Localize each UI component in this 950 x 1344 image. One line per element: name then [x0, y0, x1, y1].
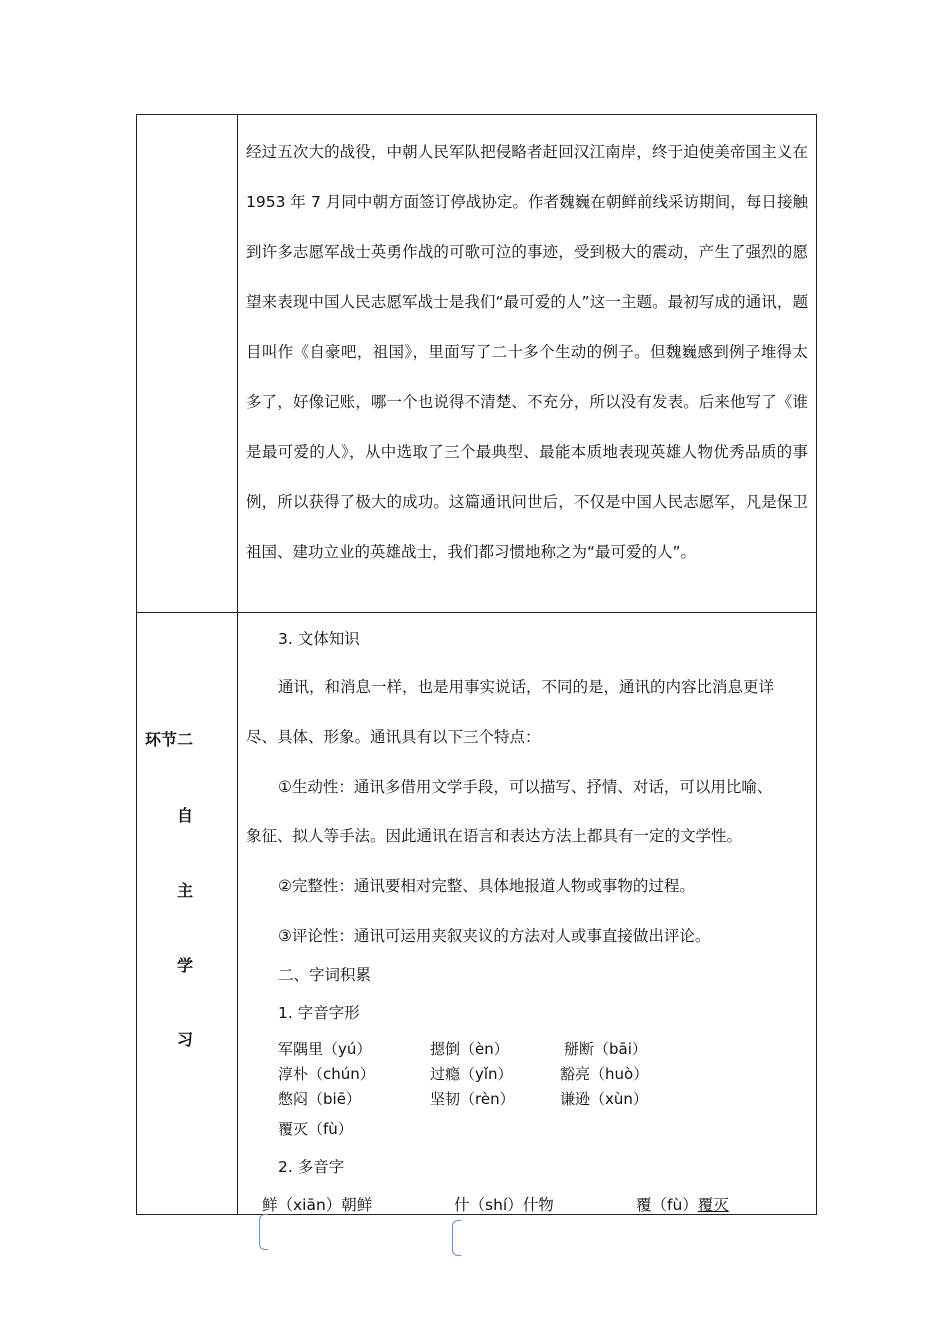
- word-item: 摁倒（èn）: [430, 1040, 509, 1058]
- polyphone-heading: 2. 多音字: [278, 1158, 345, 1176]
- feature-commentary: ③评论性：通讯可运用夹叙夹议的方法对人或事直接做出评论。: [278, 927, 711, 945]
- lesson-table: [136, 114, 817, 1215]
- polyphone-item: 什（shí）什物: [454, 1196, 554, 1214]
- word-item: 覆灭（fù）: [278, 1120, 353, 1138]
- background-paragraph: 经过五次大的战役，中朝人民军队把侵略者赶回汉江南岸，终于迫使美帝国主义在 1953 年 7 月同中朝方面签订停战协定。作者魏巍在朝鲜前线采访期间，每日接触到许多志愿军战士英勇作战的可歌可泣的事迹，受到极大的震动，产生了强烈的愿望来表现中国人民志愿军战士是我们“最可爱的人”这一主题。最初写成的通讯，题目叫作《自豪吧，祖国》，里面写了二十多个生动的例子。但魏巍感到例子堆得太多了，好像记账，哪一个也说得不清楚、不充分，所以没有发表。后来他写了《谁是最可爱的人》，从中选取了三个最典型、最能本质地表现英雄人物优秀品质的事例，所以获得了极大的成功。这篇通讯问世后，不仅是中国人民志愿军，凡是保卫祖国、建功立业的英雄战士，我们都习惯地称之为“最可爱的人”。: [246, 143, 808, 561]
- polyphone-word: 覆灭: [697, 1196, 729, 1214]
- polyphone-prefix: 覆（fù）: [636, 1196, 698, 1214]
- row2-label-cell: [137, 613, 238, 1215]
- row1-content-cell: [238, 115, 817, 613]
- genre-intro-line: 通讯，和消息一样，也是用事实说话，不同的是，通讯的内容比消息更详: [278, 678, 775, 696]
- section-label-line: 环节二: [145, 730, 194, 749]
- word-item: 坚韧（rèn）: [430, 1090, 515, 1108]
- brace-mark: [452, 1220, 461, 1256]
- section-label-char: 自: [177, 806, 194, 825]
- section-label-char: 学: [177, 956, 194, 975]
- table-row-background: [137, 115, 817, 613]
- section-label: [137, 613, 237, 1214]
- section-label-char: 主: [177, 881, 194, 900]
- self-study-content: [238, 613, 816, 1214]
- pronunciation-heading: 1. 字音字形: [278, 1004, 360, 1022]
- genre-heading: 3. 文体知识: [278, 630, 360, 648]
- section-label-char: 习: [177, 1030, 194, 1049]
- word-item: 豁亮（huò）: [560, 1065, 649, 1083]
- feature-vividness: ①生动性：通讯多借用文学手段，可以描写、抒情、对话，可以用比喻、: [278, 778, 773, 796]
- word-item: 掰断（bāi）: [564, 1040, 647, 1058]
- row2-content-cell: [238, 613, 817, 1215]
- feature-vividness-cont: 象征、拟人等手法。因此通讯在语言和表达方法上都具有一定的文学性。: [246, 827, 743, 845]
- polyphone-item: [636, 1193, 808, 1215]
- word-item: 谦逊（xùn）: [560, 1090, 648, 1108]
- genre-intro-line: 尽、具体、形象。通讯具有以下三个特点：: [246, 728, 541, 746]
- table-row-self-study: [137, 613, 817, 1215]
- word-item: 军隅里（yú）: [278, 1040, 372, 1058]
- vocab-section-heading: 二、字词积累: [278, 966, 372, 984]
- brace-mark: [259, 1214, 268, 1250]
- feature-completeness: ②完整性：通讯要相对完整、具体地报道人物或事物的过程。: [278, 877, 695, 895]
- word-item: 憋闷（biē）: [278, 1090, 361, 1108]
- word-item: 过瘾（yǐn）: [430, 1065, 513, 1083]
- row1-label-cell: [137, 115, 238, 613]
- polyphone-item: 鲜（xiān）朝鲜: [262, 1196, 373, 1214]
- word-item: 淳朴（chún）: [278, 1065, 375, 1083]
